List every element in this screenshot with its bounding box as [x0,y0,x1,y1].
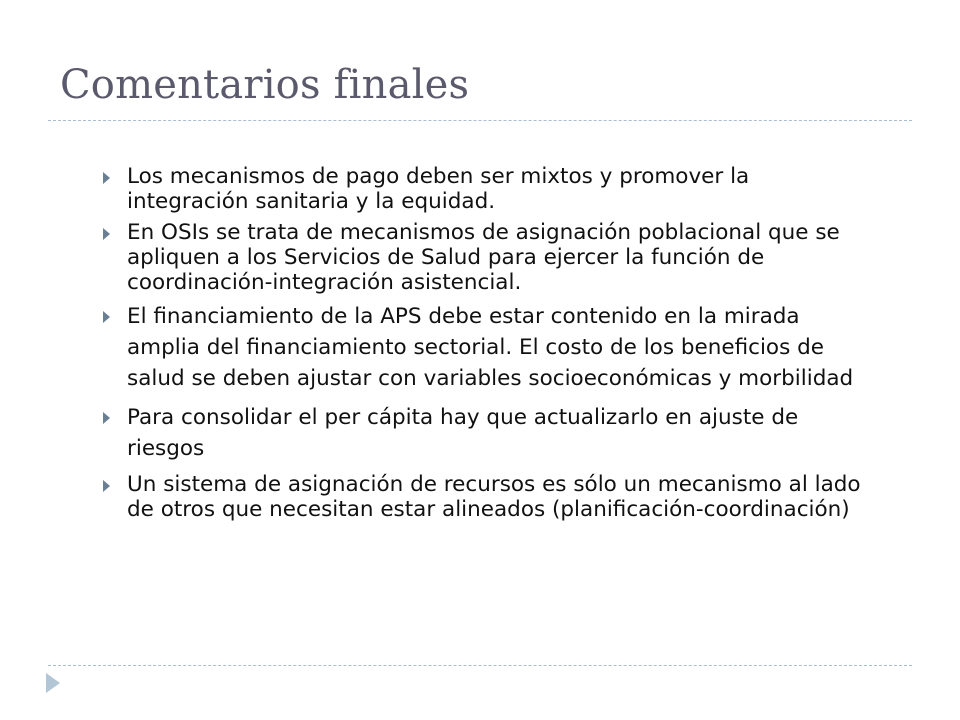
bullet-text: En OSIs se trata de mecanismos de asignación poblacional que se apliquen a los Servicios de Salud para ejercer la función de coordinación-integración asistencial. [127,220,840,295]
list-item [95,164,865,214]
footer-divider [48,665,912,666]
slide-title: Comentarios finales [60,62,470,108]
bullet-text: Un sistema de asignación de recursos es sólo un mecanismo al lado de otros que necesitan estar alineados (planificación-coordinación) [127,472,861,522]
list-item [95,220,865,295]
bullet-text: Para consolidar el per cápita hay que actualizarlo en ajuste de riesgos [127,405,799,461]
triangle-right-icon [103,311,110,323]
bullet-text: El financiamiento de la APS debe estar contenido en la mirada amplia del financiamiento sectorial. El costo de los beneficios de salud se deben ajustar con variables socioeconómicas y morbilidad [127,304,854,391]
bullet-text: Los mecanismos de pago deben ser mixtos y promover la integración sanitaria y la equidad. [127,164,750,214]
triangle-right-icon [103,228,110,240]
triangle-right-icon [103,480,110,492]
list-item [95,301,865,394]
title-divider [48,120,912,121]
bullet-list [95,164,865,528]
triangle-right-icon [46,673,60,693]
triangle-right-icon [103,412,110,424]
list-item [95,402,865,464]
triangle-right-icon [103,172,110,184]
list-item [95,472,865,522]
